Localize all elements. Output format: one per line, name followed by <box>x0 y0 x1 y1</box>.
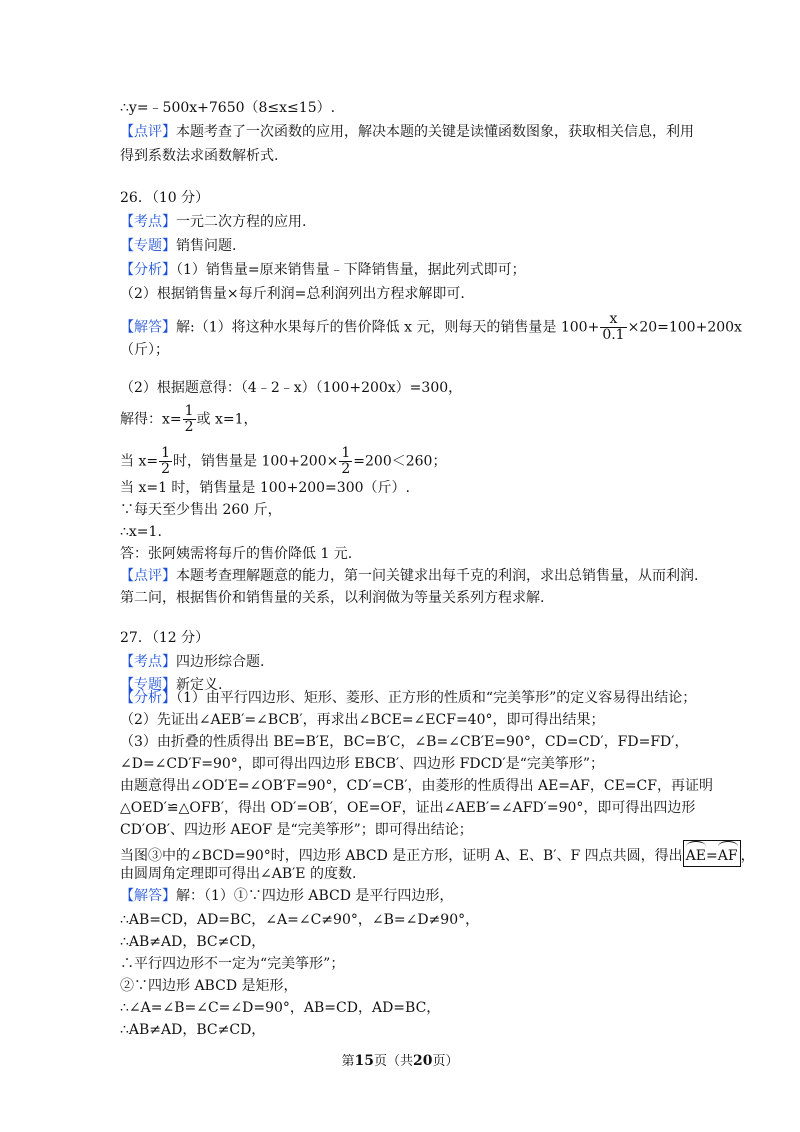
text-line <box>120 840 755 867</box>
text-line: ∴x=1. <box>120 524 162 540</box>
fraction-denominator: 2 <box>184 419 194 435</box>
text-line: 答：张阿姨需将每斤的售价降低 1 元. <box>120 546 353 562</box>
text-line: 由圆周角定理即可得出∠AB′E 的度数. <box>120 866 357 882</box>
text-line <box>120 312 742 343</box>
fraction-denominator: 2 <box>341 461 351 477</box>
arc-equation <box>683 840 741 867</box>
fraction-numerator: x <box>600 312 626 328</box>
solution-text: 当 x= <box>120 453 159 470</box>
fraction <box>159 446 172 477</box>
page-number: 15 <box>354 1053 374 1069</box>
label-topic: 【专题】 <box>120 677 176 693</box>
text-line <box>120 212 306 232</box>
text-line <box>120 652 264 672</box>
text-line: 第二问，根据售价和销售量的关系，以利润做为等量关系列方程求解. <box>120 590 545 606</box>
solution-text: 解得：x= <box>120 411 182 428</box>
label-analysis: 【分析】 <box>120 262 176 278</box>
fraction-numerator: 1 <box>161 445 170 461</box>
topic-text: 销售问题. <box>176 238 237 254</box>
text-line <box>120 688 696 708</box>
text-line <box>120 236 236 256</box>
solution-text: 或 x=1， <box>196 411 258 428</box>
text-line: CD′OB′、四边形 AEOF 是“完美筝形”；即可得出结论； <box>120 822 473 838</box>
text-line: ∠D=∠CD′F=90°，即可得出四边形 EBCB′、四边形 FDCD′是“完美筝形”； <box>120 756 605 772</box>
topic-text: 新定义. <box>176 677 223 693</box>
footer-text: 页） <box>432 1054 459 1069</box>
analysis-text: ， <box>740 848 755 864</box>
footer-text: 页（共 <box>373 1054 413 1069</box>
arc-ae: AE <box>686 841 706 866</box>
text-line <box>120 566 698 586</box>
label-comment: 【点评】 <box>120 124 176 140</box>
text-line: 当 x=1 时，销售量是 100+200=300（斤）. <box>120 480 410 496</box>
text-line: ∴AB≠AD，BC≠CD， <box>120 934 266 950</box>
fraction-denominator: 0.1 <box>602 327 625 343</box>
page-footer <box>0 1050 800 1069</box>
question-heading: 27．（12 分） <box>120 630 210 646</box>
label-analysis: 【分析】 <box>120 690 176 706</box>
text-line: ∴AB≠AD，BC≠CD， <box>120 1022 266 1038</box>
analysis-text: 当图③中的∠BCD=90°时，四边形 ABCD 是正方形，证明 A、E、B′、F 四点共圆，得出 <box>120 848 683 864</box>
solution-text: ×20=100+200x <box>627 319 742 336</box>
text-line: ∴y=﹣500x+7650（8≤x≤15）. <box>120 100 336 116</box>
text-line <box>120 446 446 477</box>
text-line <box>120 886 453 906</box>
solution-text: 时，销售量是 100+200× <box>173 453 339 470</box>
fraction <box>183 404 196 435</box>
text-line <box>120 404 258 435</box>
text-line: 由题意得出∠OD′E=∠OB′F=90°，CD′=CB′，由菱形的性质得出 AE=AF，CE=CF，再证明 <box>120 778 713 794</box>
label-solution: 【解答】 <box>120 888 176 904</box>
label-knowledge-point: 【考点】 <box>120 214 176 230</box>
solution-text: 解:（1）将这种水果每斤的售价降低 x 元，则每天的销售量是 100+ <box>176 319 600 336</box>
fraction <box>339 446 352 477</box>
comment-text: 本题考查理解题意的能力，第一问关键求出每千克的利润，求出总销售量，从而利润. <box>176 568 699 584</box>
fraction <box>600 312 626 343</box>
label-solution: 【解答】 <box>120 319 176 336</box>
text-line: （3）由折叠的性质得出 BE=B′E，BC=B′C，∠B=∠CB′E=90°，CD=CD′，FD=FD′， <box>120 734 689 750</box>
text-line: ∴平行四边形不一定为“完美筝形”； <box>120 956 345 972</box>
equals-sign: = <box>706 848 718 864</box>
fraction-denominator: 2 <box>161 461 170 477</box>
text-line: 得到系数法求函数解析式. <box>120 148 279 164</box>
text-line <box>120 122 694 142</box>
solution-text: 解：（1）①∵四边形 ABCD 是平行四边形， <box>176 888 454 904</box>
footer-text: 第 <box>341 1054 355 1069</box>
question-heading: 26．（10 分） <box>120 190 210 206</box>
text-line: ∵每天至少售出 260 斤， <box>120 502 282 518</box>
text-line: ∴AB=CD，AD=BC，∠A=∠C≠90°，∠B=∠D≠90°， <box>120 912 480 928</box>
analysis-text: （1）销售量=原来销售量﹣下降销售量，据此列式即可； <box>176 262 526 278</box>
analysis-text: （1）由平行四边形、矩形、菱形、正方形的性质和“完美筝形”的定义容易得出结论； <box>176 690 697 706</box>
text-line: （2）先证出∠AEB′=∠BCB′，再求出∠BCE=∠ECF=40°，即可得出结果； <box>120 712 605 728</box>
text-line <box>120 260 526 280</box>
text-line: ②∵四边形 ABCD 是矩形， <box>120 978 298 994</box>
text-line: （2）根据销售量×每斤利润=总利润列出方程求解即可. <box>120 286 465 302</box>
label-comment: 【点评】 <box>120 568 176 584</box>
text-line: △OED′≌△OFB′，得出 OD′=OB′，OE=OF，证出∠AEB′=∠AFD′=90°，即可得出四边形 <box>120 800 696 816</box>
fraction-numerator: 1 <box>341 445 351 461</box>
label-knowledge-point: 【考点】 <box>120 654 176 670</box>
knowledge-point-text: 一元二次方程的应用. <box>176 214 307 230</box>
solution-text: =200＜260； <box>353 453 447 470</box>
text-line: （2）根据题意得：（4﹣2﹣x）（100+200x）=300， <box>120 380 463 396</box>
label-topic: 【专题】 <box>120 238 176 254</box>
knowledge-point-text: 四边形综合题. <box>176 654 265 670</box>
comment-text: 本题考查了一次函数的应用，解决本题的关键是读懂函数图象，获取相关信息，利用 <box>176 124 694 140</box>
text-line: （斤）； <box>120 342 169 358</box>
page-total: 20 <box>413 1053 433 1069</box>
fraction-numerator: 1 <box>184 403 194 419</box>
arc-af: AF <box>718 841 738 866</box>
text-line: ∴∠A=∠B=∠C=∠D=90°，AB=CD，AD=BC， <box>120 1000 441 1016</box>
